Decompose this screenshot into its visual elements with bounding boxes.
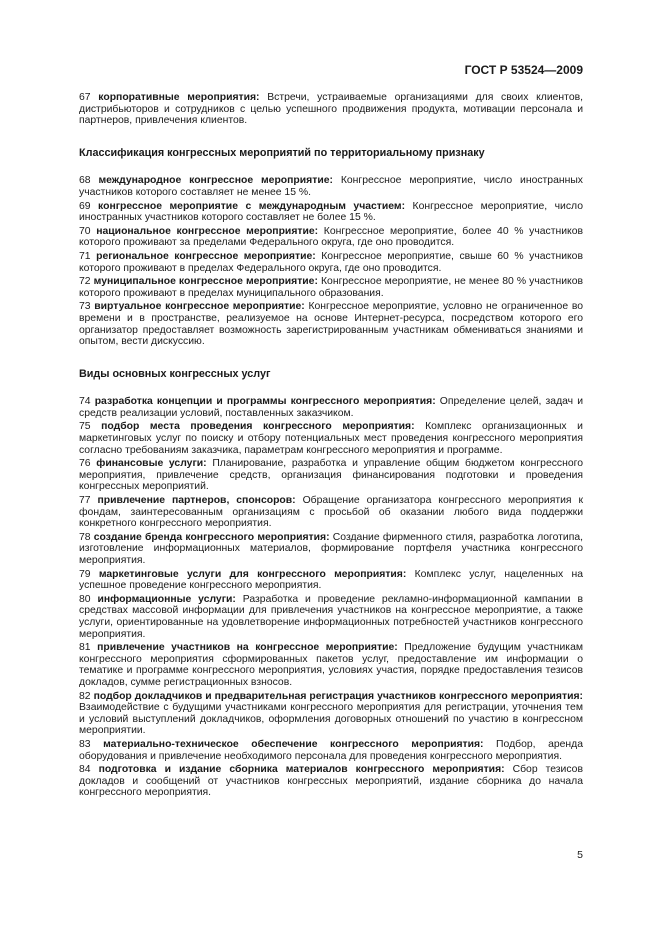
term-entry-77: [79, 495, 583, 530]
entry-number: 70: [79, 225, 91, 237]
entry-number: 78: [79, 531, 91, 543]
entry-term: подбор докладчиков и предварительная регистрация участников конгрессного мероприятия:: [93, 690, 583, 702]
term-entry-80: [79, 594, 583, 640]
entry-number: 72: [79, 276, 91, 288]
entry-term: привлечение партнеров, спонсоров:: [97, 495, 296, 507]
term-entry-82: [79, 691, 583, 737]
entry-definition: Обращение организатора конгрессного мероприятия к фондам, заинтересованным организациям с просьбой об оказании любого вида поддержки конкретного конгрессного мероприятия.: [79, 495, 584, 530]
entry-definition: Сбор тезисов докладов и сообщений от участников конгрессных мероприятий, издание сборника до начала конгрессного мероприятия.: [79, 764, 583, 799]
entry-term: подбор места проведения конгрессного мероприятия:: [101, 421, 415, 433]
entry-number: 67: [79, 92, 91, 103]
entry-number: 77: [79, 495, 91, 507]
entry-definition: Встречи, устраиваемые организациями для своих клиентов, дистрибьюторов и сотрудников с целью успешного продвижения продукта, мотивации персонала и партнеров, привлечения клиентов.: [79, 92, 583, 127]
entry-number: 74: [79, 396, 91, 408]
entry-number: 68: [79, 175, 91, 187]
entry-term: информационные услуги:: [97, 593, 236, 605]
term-entry-78: [79, 532, 583, 567]
entry-number: 75: [79, 421, 91, 433]
entry-number: 71: [79, 250, 91, 262]
entry-definition: Конгрессное мероприятие, число иностранных участников которого составляет не менее 15 %.: [79, 175, 583, 198]
entry-term: конгрессное мероприятие с международным участием:: [98, 200, 406, 212]
entry-definition: Комплекс услуг, нацеленных на успешное проведение конгрессного мероприятия.: [79, 568, 583, 592]
entry-definition: Конгрессное мероприятие, число иностранных участников которого составляет не более 15 %.: [79, 200, 584, 224]
entry-definition: Предложение будущим участникам конгрессного мероприятия сформированных пакетов услуг, предоставление им информации о тематике и программе конгрессного мероприятия, условиях участия, порядке предоставления тезисов докладов, сумме регистрационных взносов.: [79, 642, 584, 688]
page-number: 5: [577, 849, 583, 861]
term-entry-83: [79, 739, 583, 762]
entry-definition: Взаимодействие с будущими участниками конгрессного мероприятия для регистрации, уточнения тем и условий выступлений докладчиков, оформления договорных отношений по участию в конгрессном мероприятии.: [79, 702, 583, 737]
entry-term: привлечение участников на конгрессное мероприятие:: [97, 642, 398, 654]
entry-term: виртуальное конгрессное мероприятие:: [94, 301, 305, 313]
section-heading: Виды основных конгрессных услуг: [79, 367, 271, 380]
entry-term: подготовка и издание сборника материалов конгрессного мероприятия:: [98, 764, 505, 776]
standard-header: ГОСТ Р 53524—2009: [464, 63, 583, 77]
term-entry-71: [79, 251, 583, 274]
entry-number: 81: [79, 642, 91, 654]
term-entry-76: [79, 458, 583, 493]
entry-definition: Комплекс организационных и маркетинговых услуг по поиску и отбору потенциальных мест проведения конгрессного мероприятия согласно требованиям заказчика, параметрам конгрессного мероприятия и программе.: [79, 421, 583, 456]
entry-definition: Подбор, аренда оборудования и привлечение необходимого персонала для проведения конгрессного мероприятия.: [79, 738, 583, 762]
entry-definition: Определение целей, задач и средств реализации условий, поставленных заказчиком.: [79, 396, 584, 419]
entry-term: национальное конгрессное мероприятие:: [96, 225, 319, 237]
entry-number: 73: [79, 301, 91, 313]
term-entry-75: [79, 421, 583, 456]
entry-number: 84: [79, 764, 91, 776]
entry-number: 80: [79, 593, 91, 605]
entry-term: материально-техническое обеспечение конгрессного мероприятия:: [103, 738, 484, 750]
entry-term: разработка концепции и программы конгрессного мероприятия:: [94, 396, 436, 408]
term-entry-84: [79, 764, 583, 799]
entry-term: муниципальное конгрессное мероприятие:: [93, 276, 318, 288]
term-entry-67: [79, 92, 583, 127]
entry-definition: Конгрессное мероприятие, условно не ограниченное во времени и в пространстве, реализуемое на основе Интернет-ресурса, посредством которого его организатор предоставляет возможность зарегистрированным участникам обмениваться знаниями и опытом, вести дискуссию.: [79, 301, 583, 348]
entry-definition: Конгрессное мероприятие, свыше 60 % участников которого проживают в пределах Федерального округа, где оно проводится.: [79, 250, 583, 274]
entry-definition: Конгрессное мероприятие, не менее 80 % участников которого проживают в пределах муниципального образования.: [79, 276, 583, 299]
entry-definition: Создание фирменного стиля, разработка логотипа, изготовление информационных материалов, формирование портфеля участника конгрессного мероприятия.: [79, 531, 583, 566]
term-entry-81: [79, 642, 583, 688]
entry-number: 76: [79, 458, 91, 470]
term-entry-74: [79, 396, 583, 419]
entry-number: 82: [79, 690, 91, 702]
document-body: [79, 92, 583, 801]
entry-term: региональное конгрессное мероприятие:: [96, 250, 316, 262]
term-entry-73: [79, 301, 583, 347]
term-entry-69: [79, 201, 583, 224]
entry-term: международное конгрессное мероприятие:: [98, 175, 333, 187]
entry-number: 69: [79, 200, 91, 212]
entry-definition: Разработка и проведение рекламно-информационной кампании в средствах массовой информации для привлечения участников на конгрессное мероприятие, а также услуги, ориентированные на удовлетворение информационных потребностей участников конгрессного мероприятия.: [79, 593, 584, 640]
entry-definition: Конгрессное мероприятие, более 40 % участников которого проживают за пределами Федерального округа, где оно проводится.: [79, 225, 584, 249]
entry-number: 83: [79, 738, 91, 750]
entry-term: финансовые услуги:: [96, 458, 207, 470]
term-entry-68: [79, 175, 583, 198]
entry-definition: Планирование, разработка и управление общим бюджетом конгрессного мероприятия, привлечение средств, организация финансирования подготовки и проведения конгрессных мероприятий.: [79, 458, 583, 493]
entry-term: корпоративные мероприятия:: [98, 92, 260, 103]
term-entry-72: [79, 276, 583, 299]
term-entry-79: [79, 569, 583, 592]
entry-number: 79: [79, 568, 91, 580]
section-heading: Классификация конгрессных мероприятий по территориальному признаку: [79, 146, 485, 159]
entry-term: создание бренда конгрессного мероприятия:: [93, 531, 330, 543]
term-entry-70: [79, 226, 583, 249]
entry-term: маркетинговые услуги для конгрессного мероприятия:: [98, 568, 407, 580]
